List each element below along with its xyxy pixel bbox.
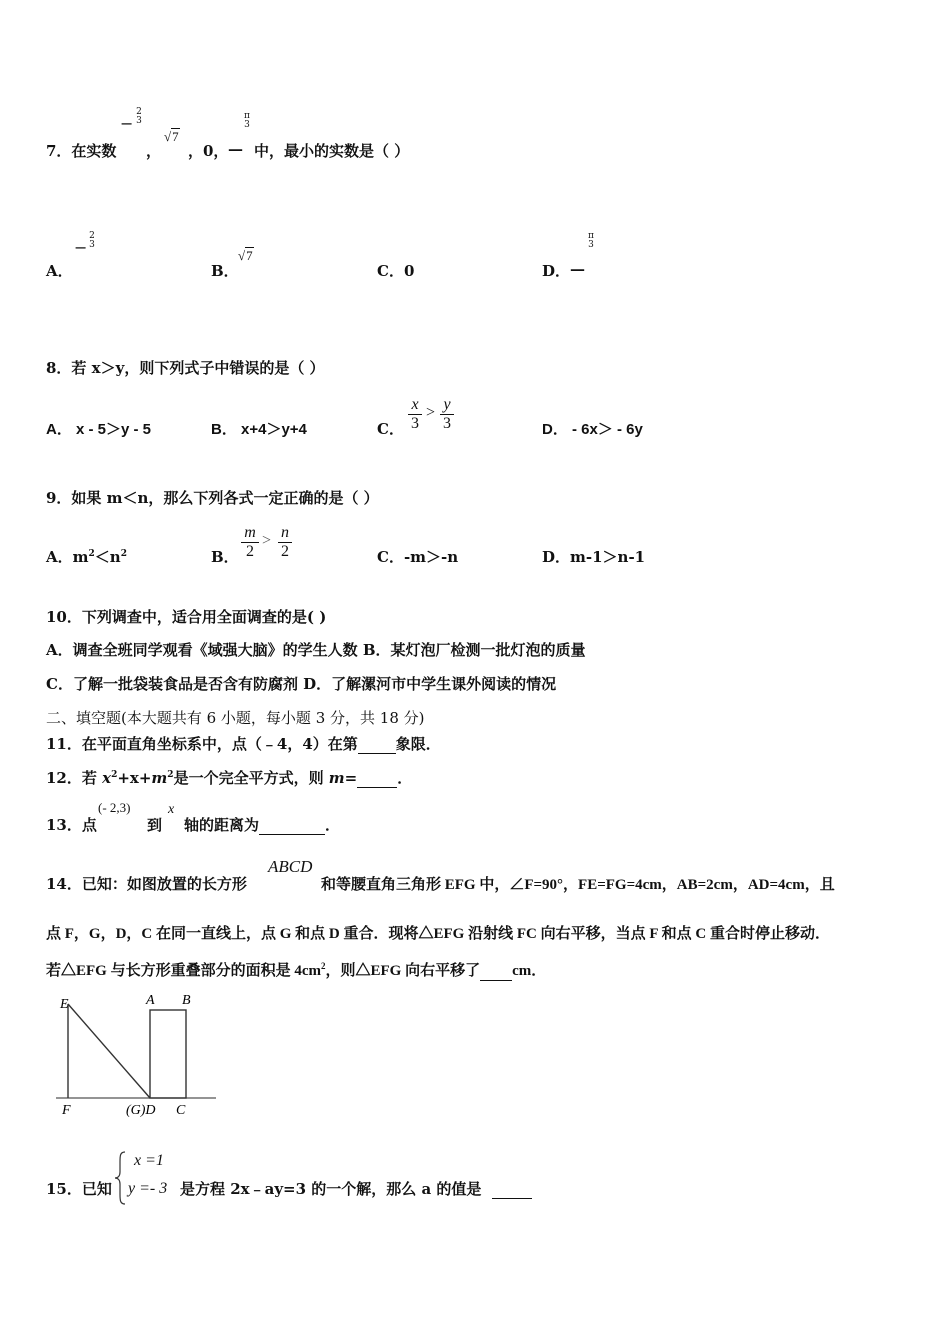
q14-line3-pre: 若△EFG 与长方形重叠部分的面积是 4cm <box>46 963 321 979</box>
q7-frac-pi-thirds <box>242 112 252 130</box>
q8-option-c-frac-y <box>440 396 454 433</box>
q7-option-a: A． <box>46 262 73 280</box>
frac-den: 3 <box>588 240 594 250</box>
label-gd: (G)D <box>126 1103 156 1118</box>
exp: 2 <box>88 549 95 559</box>
q8-stem: 8．若 x＞y，则下列式子中错误的是（ ） <box>46 359 325 377</box>
q7-frac-sign: − <box>120 114 134 133</box>
q7-option-b-sqrt: √7 <box>238 248 253 263</box>
q12-mid: 是一个完全平方式，则 <box>173 769 329 787</box>
q13-point: (- 2,3) <box>98 800 131 815</box>
segment-eg <box>68 1004 150 1098</box>
q7-sep: ， <box>146 142 162 160</box>
q12-answer-blank[interactable] <box>357 769 397 788</box>
q13-to: 到 <box>147 816 163 834</box>
frac-den: 2 <box>241 542 259 561</box>
q15-eq2: y =- 3 <box>128 1180 168 1197</box>
q10-options-row-2: C．了解一批袋装食品是否含有防腐剂 D．了解漯河市中学生课外阅读的情况 <box>46 675 557 693</box>
q7-label: 7．在实数 <box>46 142 117 160</box>
label-f: F <box>62 1103 71 1118</box>
q8-option-a: A． x - 5＞y - 5 <box>46 421 152 438</box>
q15-post: 是方程 2x﹣ay=3 的一个解，那么 a 的值是 <box>180 1180 482 1198</box>
label-c: C <box>176 1103 186 1118</box>
q14-line2: 点 F，G，D，C 在同一直线上，点 G 和点 D 重合．现将△EFG 沿射线 FC 向右平移，当点 F 和点 C 重合时停止移动． <box>46 926 831 942</box>
q15-pre: 15．已知 <box>46 1180 112 1198</box>
q8-option-b: B． x+4＞y+4 <box>211 421 307 438</box>
frac-num: n <box>281 524 289 541</box>
frac-den: 3 <box>244 120 250 130</box>
q7-minus: — <box>228 140 243 158</box>
var-x: x <box>102 769 112 787</box>
q8-option-d: D． - 6x＞ - 6y <box>542 421 643 438</box>
q14-answer-blank[interactable] <box>480 963 512 981</box>
q14-line3-post: ，则△EFG 向右平移了 <box>325 963 481 979</box>
q11-tail: 象限． <box>395 735 441 753</box>
q9-option-b-frac-n <box>278 524 292 561</box>
q15-answer-blank[interactable] <box>492 1180 532 1199</box>
var-n: n <box>109 548 121 566</box>
label-e: E <box>60 997 69 1012</box>
q14-figure-svg <box>56 990 226 1120</box>
q8-option-c: C． <box>377 420 404 438</box>
q13-axis: x <box>168 802 175 817</box>
frac-den: 3 <box>136 116 142 126</box>
q9-option-c: C．-m＞-n <box>377 548 459 566</box>
q12-pre: 12．若 <box>46 769 103 787</box>
q7-sqrt-seven: √7 <box>164 129 179 144</box>
var-m: m <box>151 769 168 787</box>
frac-den: 3 <box>408 414 422 433</box>
q11-text: 11．在平面直角坐标系中，点（﹣4，4）在第 <box>46 735 358 753</box>
q8-option-c-gt: > <box>426 404 436 421</box>
q7-frac-neg-two-thirds <box>134 108 144 126</box>
exp: 2 <box>120 549 127 559</box>
frac-num: x <box>411 396 419 413</box>
frac-num: y <box>443 396 451 413</box>
eq: = <box>344 769 358 787</box>
q7-option-d: D． <box>542 262 571 280</box>
exp: 2 <box>321 961 326 971</box>
q11 <box>46 733 441 754</box>
q14-line3-end: cm． <box>512 963 547 979</box>
sqrt-radicand: 7 <box>172 129 179 144</box>
q9-option-b-frac-m <box>241 524 259 561</box>
q14-line1-pre: 14．已知：如图放置的长方形 <box>46 875 247 893</box>
frac-den: 3 <box>440 414 454 433</box>
label-a: A <box>146 993 155 1008</box>
q9-stem: 9．如果 m＜n，那么下列各式一定正确的是（ ） <box>46 489 379 507</box>
q15-post-wrap <box>180 1178 532 1199</box>
frac-den: 2 <box>278 542 292 561</box>
q14-line1-post: 和等腰直角三角形 EFG 中，∠F=90°，FE=FG=4cm，AB=2cm，AD=4cm，且 <box>321 877 835 893</box>
lt: ＜ <box>94 548 110 566</box>
option-label: A． <box>46 548 73 566</box>
q12-tail: ． <box>397 769 413 787</box>
q10-stem: 10．下列调查中，适合用全面调查的是( ) <box>46 608 327 626</box>
q7-option-a-frac <box>87 232 97 250</box>
frac-num: 2 <box>89 231 95 241</box>
q9-option-b-gt: > <box>262 532 272 549</box>
q7-mid: ，0， <box>188 142 229 160</box>
q7-option-d-frac <box>586 232 596 250</box>
q15-eq1: x =1 <box>134 1152 164 1169</box>
frac-den: 3 <box>89 240 95 250</box>
q14-line3 <box>46 959 546 981</box>
sqrt-radicand: 7 <box>246 248 253 263</box>
var-m: m <box>72 548 89 566</box>
plus-x: +x+ <box>117 769 152 787</box>
q7-option-b: B． <box>211 262 239 280</box>
q13-tail-wrap <box>184 814 340 835</box>
left-brace-icon <box>114 1150 128 1206</box>
exp: 2 <box>167 770 174 780</box>
frac-num: 2 <box>136 107 142 117</box>
label-b: B <box>182 993 191 1008</box>
q7-option-a-sign: − <box>74 238 88 257</box>
q13-pre: 13．点 <box>46 816 97 834</box>
q11-answer-blank[interactable] <box>358 735 396 754</box>
q7-option-d-minus: — <box>570 260 585 278</box>
q13-answer-blank[interactable] <box>259 816 325 835</box>
q13-end: ． <box>325 816 341 834</box>
var-m: m <box>328 769 345 787</box>
rectangle-abcd <box>150 1010 186 1098</box>
q7-tail: 中，最小的实数是（ ） <box>254 142 410 160</box>
q10-options-row-1: A．调查全班同学观看《域强大脑》的学生人数 B．某灯泡厂检测一批灯泡的质量 <box>46 641 586 659</box>
q14-figure <box>56 990 226 1120</box>
frac-num: m <box>244 524 256 541</box>
q14-rect-name: ABCD <box>268 857 313 876</box>
q9-option-b: B． <box>211 548 239 566</box>
frac-num: π <box>588 231 594 241</box>
q7-option-c: C．0 <box>377 262 415 280</box>
q9-option-a <box>46 546 127 567</box>
exp: 2 <box>111 770 118 780</box>
q13-tail: 轴的距离为 <box>184 816 260 834</box>
section-2-heading: 二、填空题(本大题共有 6 小题，每小题 3 分，共 18 分) <box>46 709 425 727</box>
q8-option-c-frac-x <box>408 396 422 433</box>
q15-system <box>112 1150 182 1206</box>
q12 <box>46 767 412 788</box>
q9-option-d: D．m-1＞n-1 <box>542 548 646 566</box>
frac-num: π <box>244 111 250 121</box>
